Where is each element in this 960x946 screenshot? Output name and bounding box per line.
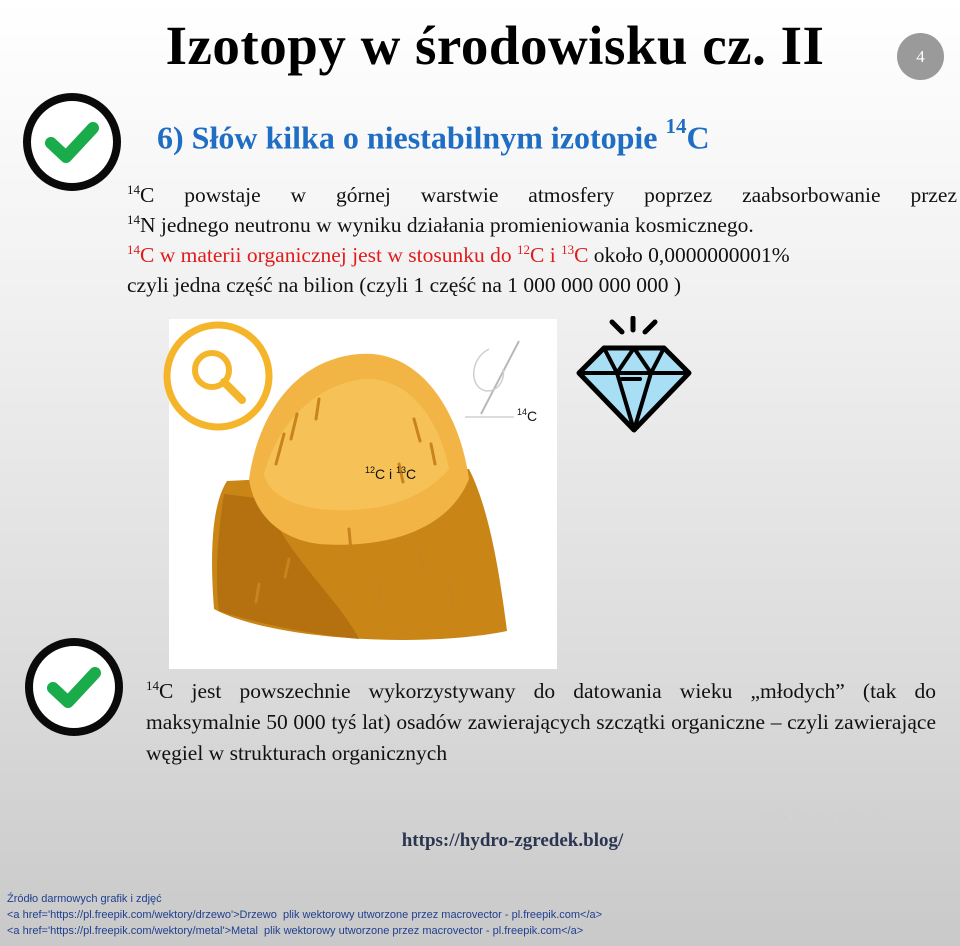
needle-label: $^{14}$C bbox=[517, 407, 538, 424]
credits-line-1: <a href='https://pl.freepik.com/wektory/drzewo'>Drzewo plik wektorowy utworzone przez macrovector - pl.freepik.com</a> bbox=[7, 909, 603, 921]
haystack-label: $^{12}$C i $^{13}$C bbox=[365, 465, 417, 482]
checkmark-icon bbox=[24, 637, 124, 737]
diamond-icon bbox=[572, 316, 696, 436]
paragraph-dating: $^{14}$C jest powszechnie wykorzystywany do datowania wieku „młodych” (tak do maksymalnie 50 000 tyś lat) osadów zawierających szczątki organiczne – czyli zawierające węgiel w strukturach organicznych bbox=[146, 677, 936, 765]
credits-heading: Źródło darmowych grafik i zdjęć bbox=[7, 893, 162, 905]
page-number-badge: 4 bbox=[897, 33, 944, 80]
magnifier-icon bbox=[162, 320, 274, 432]
highlight-ratio-text: $^{14}$C w materii organicznej jest w stosunku do $^{12}$C i $^{13}$C bbox=[127, 241, 589, 267]
section-subtitle: 6) Słów kilka o niestabilnym izotopie $^{14}$C bbox=[157, 114, 710, 156]
image-credits bbox=[7, 891, 602, 939]
needle-icon bbox=[465, 341, 519, 417]
image-watermark: Zdjęcie pochodzi z Pexels.com bbox=[760, 812, 884, 822]
blog-url[interactable]: https://hydro-zgredek.blog/ bbox=[401, 830, 624, 851]
checkmark-icon bbox=[22, 92, 122, 192]
credits-line-2: <a href='https://pl.freepik.com/wektory/metal'>Metal plik wektorowy utworzone przez macrovector - pl.freepik.com</a> bbox=[7, 925, 584, 937]
paragraph-formation: $^{14}$C powstaje w górnej warstwie atmosfery poprzez zaabsorbowanie przez $^{14}$N jednego neutronu w wyniku działania promieniowania kosmicznego. $^{14}$C w materii organicznej jest w stosunku do $^{12}$C i $^{13}$C około 0,0000000001% czyli jedna część na bilion (czyli 1 część na 1 000 000 000 000 ) bbox=[127, 181, 957, 297]
slide-title: Izotopy w środowisku cz. II bbox=[165, 15, 825, 76]
